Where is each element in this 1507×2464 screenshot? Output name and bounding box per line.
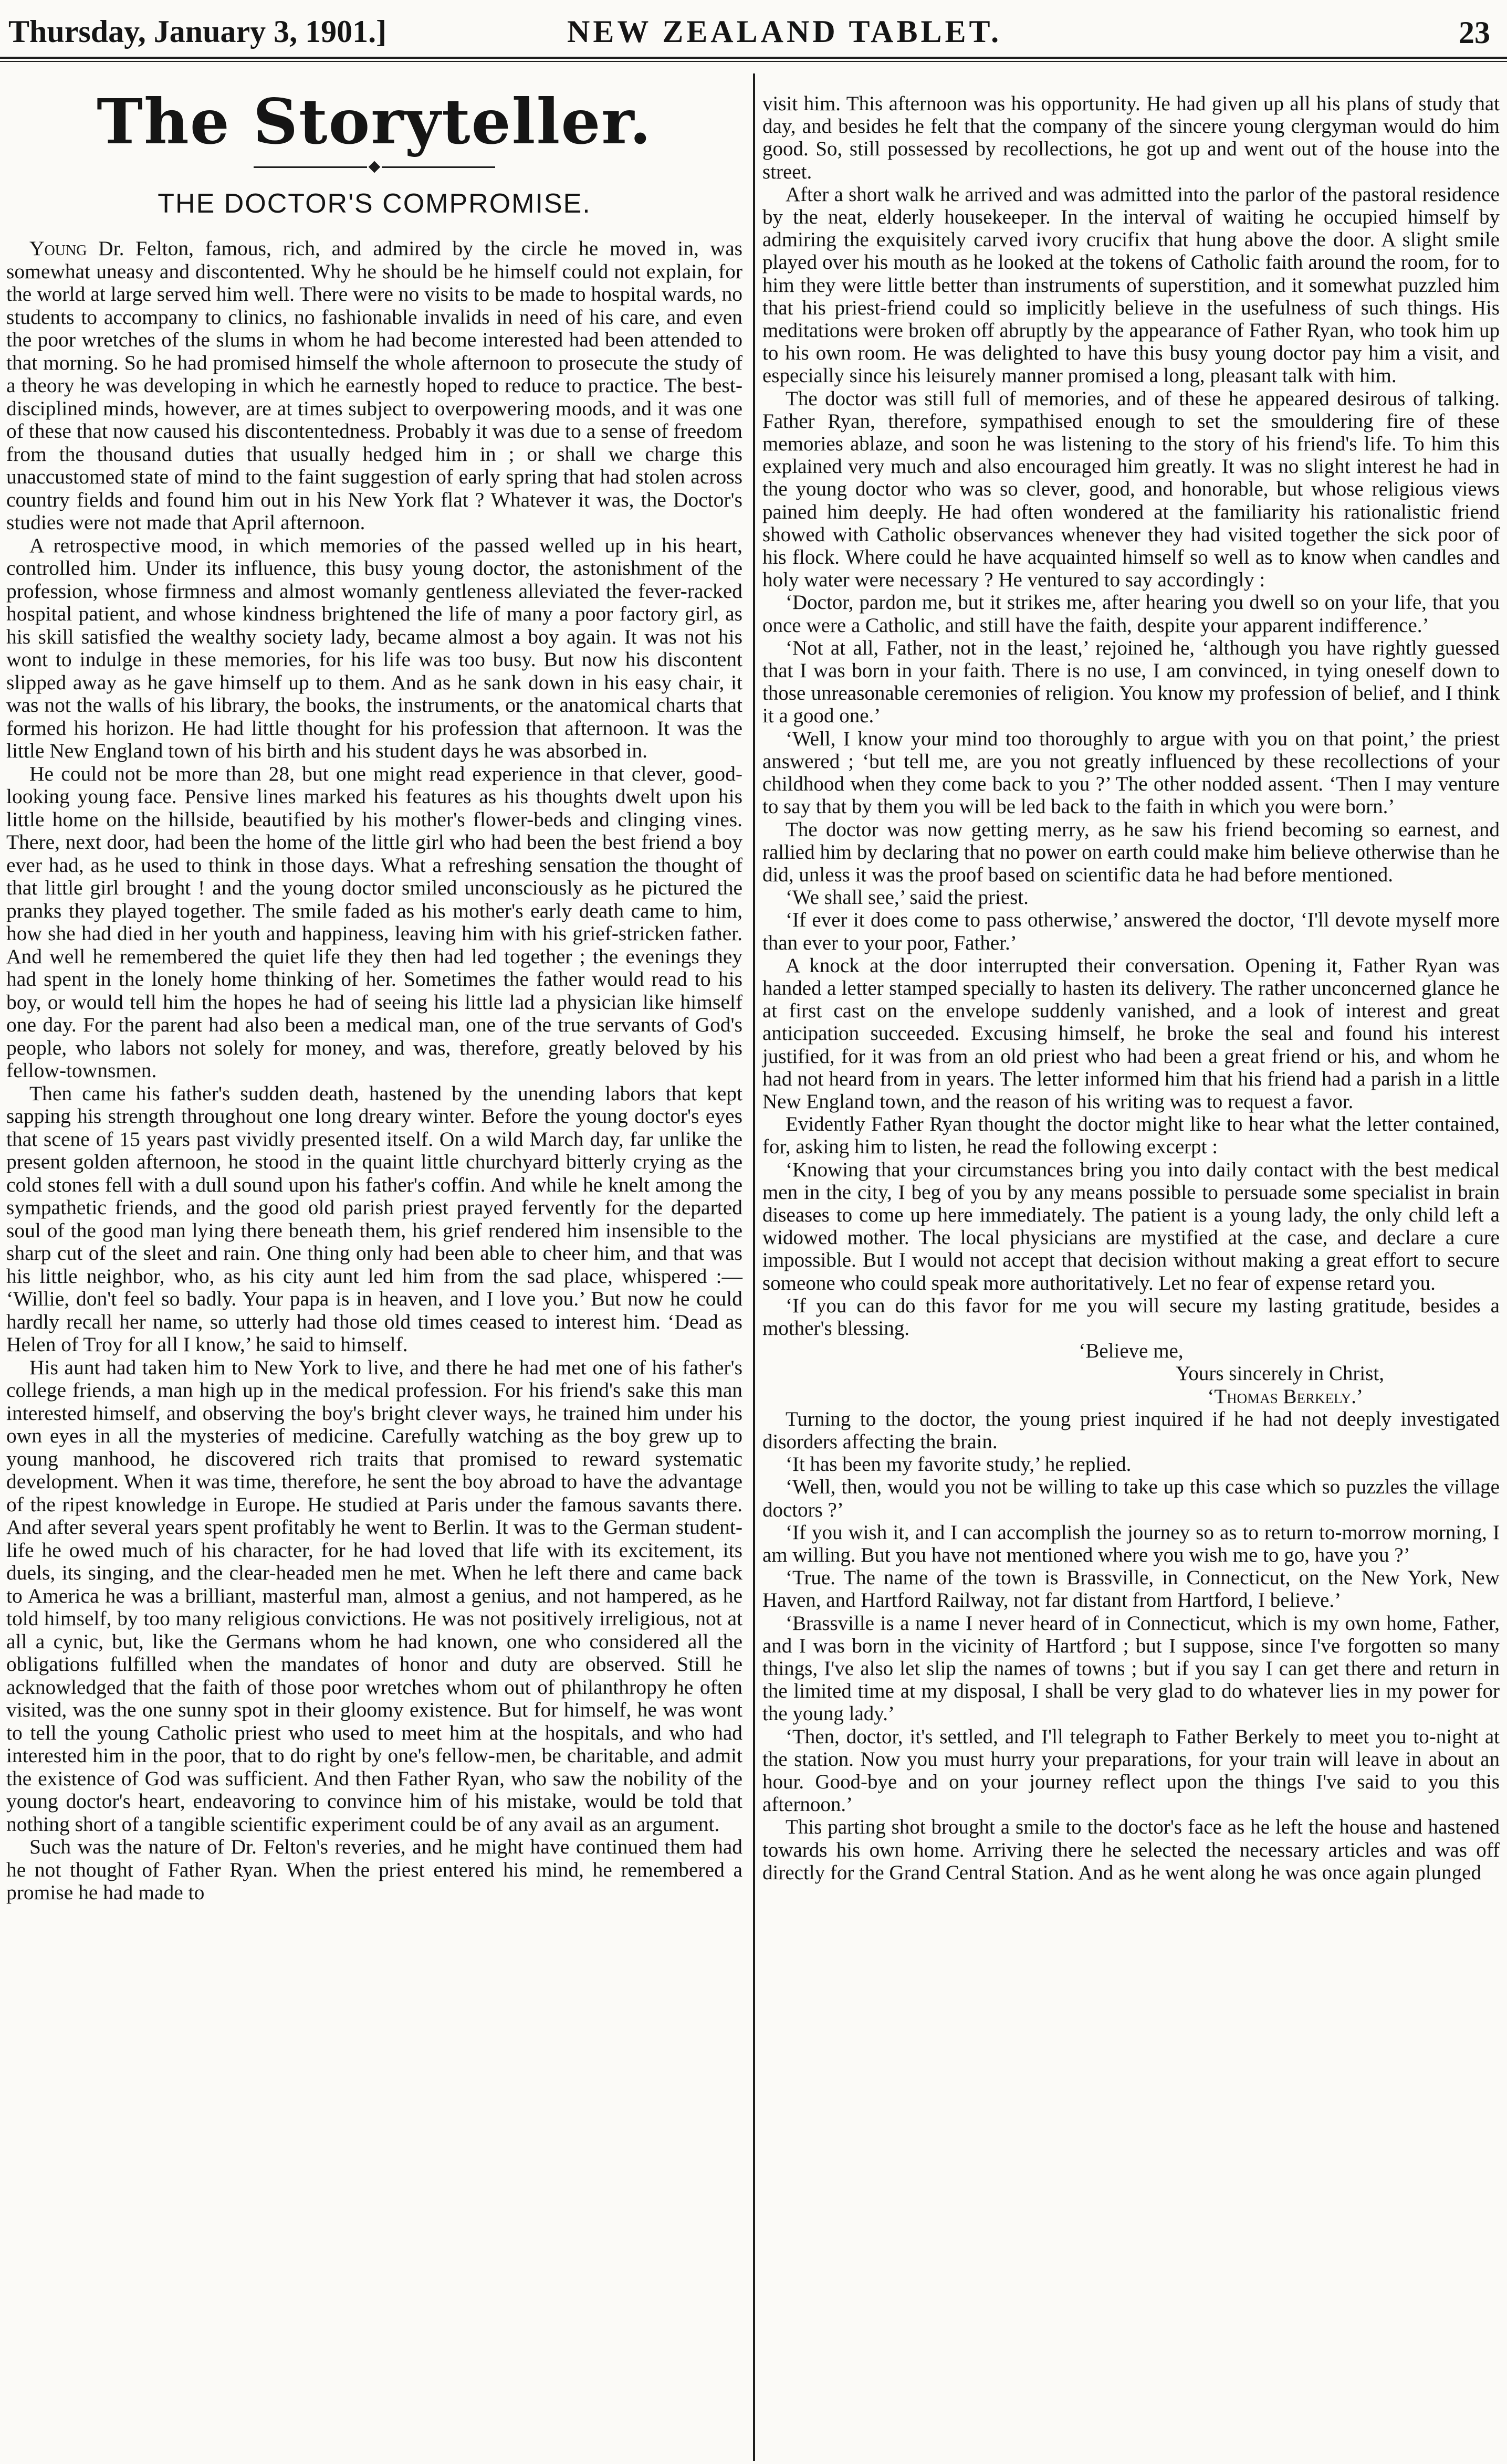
paragraph: A knock at the door interrupted their conversation. Opening it, Father Ryan was handed a letter stamped specially to hasten its delivery. The rather unconcerned glance he at first cast on the envelope suddenly vanished, and a look of interest and great anticipation succeeded. Excusing himself, he broke the seal and found his interest justified, for it was from an old priest who had been a great friend or his, and whom he had not heard from in years. The letter informed him that his friend had a parish in a little New England town, and the reason of his writing was to request a favor. <box>762 954 1500 1113</box>
ornament-divider <box>254 161 495 173</box>
paragraph-text: Dr. Felton, famous, rich, and admired by the circle he moved in, was somewhat uneasy and discontented. Why he should be he himself could not explain, for the world at large served him well. There were no visits to be made to hospital wards, no students to accompany to clinics, no fashionable invalids in need of his care, and even the poor wretches of the slums in whom he had become interested had been attended to that morning. So he had promised himself the whole afternoon to prosecute the study of a theory he was developing in which he earnestly hoped to reduce to practice. The best-disciplined minds, however, are at times subject to overpowering moods, and it was one of these that now caused his discontentedness. Probably it was due to a sense of freedom from the thousand duties that usually hedged him in ; or shall we charge this unaccustomed state of mind to the faint suggestion of early spring that had stolen across country fields and found him out in his New York flat ? Whatever it was, the Doctor's studies were not made that April afternoon. <box>6 237 742 534</box>
paragraph: ‘True. The name of the town is Brassville, in Connecticut, on the New York, New Haven, and Hartford Railway, not far distant from Hartford, I believe.’ <box>762 1566 1500 1612</box>
paragraph: ‘Doctor, pardon me, but it strikes me, after hearing you dwell so on your life, that you once were a Catholic, and still have the faith, despite your apparent indifference.’ <box>762 591 1500 637</box>
paragraph: ‘Then, doctor, it's settled, and I'll telegraph to Father Berkely to meet you to-night at the station. Now you must hurry your preparations, for your train will leave in about an hour. Good-bye and on your journey reflect upon the things I've said to you this afternoon.’ <box>762 1725 1500 1816</box>
letter-signature: ‘Thomas Berkely.’ <box>1207 1385 1363 1408</box>
paragraph: visit him. This afternoon was his opportunity. He had given up all his plans of study that day, and besides he felt that the company of the sincere young clergyman would do him good. So, still possessed by recollections, he got up and went out of the house into the street. <box>762 92 1500 183</box>
lead-word: Young <box>29 237 87 260</box>
right-column <box>762 92 1500 1884</box>
section-masthead: The Storyteller. <box>97 85 652 158</box>
letter-paragraph: ‘If you can do this favor for me you will secure my lasting gratitude, besides a mother's blessing. <box>762 1294 1500 1340</box>
paragraph: Evidently Father Ryan thought the doctor might like to hear what the letter contained, for, asking him to listen, he read the following excerpt : <box>762 1113 1500 1159</box>
paragraph: He could not be more than 28, but one might read experience in that clever, good-looking young face. Pensive lines marked his features as his thoughts dwelt upon his little home on the hillside, beautified by his mother's flower-beds and clinging vines. There, next door, had been the home of the little girl who had been the best friend a boy ever had, as he used to think in those days. What a refreshing sensation the thought of that little girl brought ! and the young doctor smiled unconsciously as he pictured the pranks they played together. The smile faded as his mother's early death came to him, how she had died in her youth and happiness, leaving him with his grief-stricken father. And well he remembered the quiet life they then had led together ; the evenings they had spent in the lonely home thinking of her. Sometimes the father would read to his boy, or would tell him the hopes he had of seeing his little lad a physician like himself one day. For the parent had also been a medical man, one of the true servants of God's people, who labors not solely for money, and was, therefore, greatly beloved by his fellow-townsmen. <box>6 762 742 1082</box>
paragraph: Such was the nature of Dr. Felton's reveries, and he might have continued them had he not thought of Father Ryan. When the priest entered his mind, he remembered a promise he had made to <box>6 1835 742 1904</box>
header-rule <box>0 57 1507 59</box>
paragraph: ‘Not at all, Father, not in the least,’ rejoined he, ‘although you have rightly guessed that I was born in your faith. There is no use, I am convinced, in tying oneself down to those unreasonable ceremonies of religion. You know my profession of belief, and I think it a good one.’ <box>762 636 1500 728</box>
issue-date: Thursday, January 3, 1901.] <box>8 14 387 49</box>
paragraph: The doctor was still full of memories, and of these he appeared desirous of talking. Father Ryan, therefore, sympathised enough to set the smouldering fire of these memories ablaze, and soon he was listening to the story of his friend's life. To him this explained very much and also encouraged him greatly. It was no slight interest he had in the young doctor who was so clever, good, and honorable, but whose religious views pained him deeply. He had often wondered at the familiarity his rationalistic friend showed with Catholic observances whenever they had visited together the sick poor of his flock. Where could he have acquainted himself so well as to know when candles and holy water were necessary ? He ventured to say accordingly : <box>762 387 1500 592</box>
paragraph <box>6 237 742 534</box>
paragraph: ‘If you wish it, and I can accomplish the journey so as to return to-morrow morning, I am willing. But you have not mentioned where you wish me to go, have you ?’ <box>762 1521 1500 1566</box>
paragraph: The doctor was now getting merry, as he saw his friend becoming so earnest, and rallied him by declaring that no power on earth could make him believe otherwise than he did, unless it was the proof based on scientific data he had before mentioned. <box>762 818 1500 886</box>
ornament-line-left <box>254 166 367 168</box>
page-header <box>0 9 1507 55</box>
paragraph: ‘It has been my favorite study,’ he replied. <box>786 1453 1132 1476</box>
paragraph: After a short walk he arrived and was admitted into the parlor of the pastoral residence by the neat, elderly housekeeper. In the interval of waiting he occupied himself by admiring the exquisitely carved ivory crucifix that hung above the door. A slight smile played over his mouth as he looked at the tokens of Catholic faith around the room, for to him they were little better than instruments of superstition, and it somewhat puzzled him that his priest-friend could so implicitly believe in the usefulness of such things. His meditations were broken off abruptly by the appearance of Father Ryan, who took him up to his own room. He was delighted to have this busy young doctor pay him a visit, and especially since his leisurely manner promised a long, pleasant talk with him. <box>762 183 1500 387</box>
ornament-diamond-icon <box>369 161 381 173</box>
page-number: 23 <box>1459 15 1490 50</box>
paragraph: His aunt had taken him to New York to live, and there he had met one of his father's college friends, a man high up in the medical profession. For his friend's sake this man interested himself, and observing the boy's bright clever ways, he trained him under his own eyes in all the mysteries of medicine. Carefully watching as the boy grew up to young manhood, he discovered rich traits that promised to reward systematic development. When it was time, therefore, he sent the boy abroad to have the advantage of the ripest knowledge in Europe. He studied at Paris under the famous savants there. And after several years spent profitably he went to Berlin. It was to the German student-life he owed much of his character, for he had loved that life with its excitement, its duels, its singing, and the clear-headed men he met. When he left there and came back to America he was a brilliant, masterful man, almost a genius, and not hampered, as he told himself, by too many religious convictions. He was not positively irreligious, not at all a cynic, but, like the Germans whom he had known, one who considered all the obligations fulfilled when the mandates of honor and duty are observed. Still he acknowledged that the faith of those poor wretches whom out of philanthropy he often visited, was the one sunny spot in their gloomy existence. But for himself, he was wont to tell the young Catholic priest who used to meet him at the hospitals, and who had interested him in the poor, that to do right by one's fellow-men, be charitable, and admit the existence of God was sufficient. And then Father Ryan, who saw the nobility of the young doctor's heart, endeavoring to convince him of his mistake, would be told that nothing short of a tangible scientific experiment could be of any avail as an argument. <box>6 1355 742 1836</box>
paragraph: ‘Brassville is a name I never heard of in Connecticut, which is my own home, Father, and I was born in the vicinity of Hartford ; but I suppose, since I've forgotten so many things, I've also let slip the names of towns ; but if you say I can get there and return in the limited time at my disposal, I shall be very glad to do whatever lies in my power for the young lady.’ <box>762 1612 1500 1725</box>
story-title: THE DOCTOR'S COMPROMISE. <box>158 188 591 219</box>
header-rule-thin <box>0 61 1507 62</box>
paragraph: Then came his father's sudden death, hastened by the unending labors that kept sapping his strength throughout one long dreary winter. Before the young doctor's eyes that scene of 15 years past vividly presented itself. On a wild March day, far unlike the present golden afternoon, he stood in the quaint little churchyard bitterly crying as the cold stones fell with a dull sound upon his father's coffin. And while he knelt among the sympathetic friends, and the good old parish priest prayed fervently for the departed soul of the good man lying there beneath them, his grief rendered him insensible to the sharp cut of the sleet and rain. One thing only had been able to cheer him, and that was his little neighbor, who, as his city aunt led him from the sad place, whispered :— ‘Willie, don't feel so badly. Your papa is in heaven, and I love you.’ But now he could hardly recall her name, so utterly had those old times ceased to interest him. ‘Dead as Helen of Troy for all I know,’ he said to himself. <box>6 1081 742 1356</box>
paragraph: ‘We shall see,’ said the priest. <box>786 886 1029 909</box>
paragraph: Turning to the doctor, the young priest inquired if he had not deeply investigated disorders affecting the brain. <box>762 1407 1500 1453</box>
ornament-line-right <box>382 166 495 168</box>
left-column <box>6 79 742 1904</box>
paragraph: ‘If ever it does come to pass otherwise,’ answered the doctor, ‘I'll devote myself more than ever to your poor, Father.’ <box>762 909 1500 954</box>
column-divider <box>753 73 755 2461</box>
paragraph: ‘Well, I know your mind too thoroughly to argue with you on that point,’ the priest answered ; ‘but tell me, are you not greatly influenced by these recollections of your childhood when they come back to you ?’ The other nodded assent. ‘Then I may venture to say that by them you will be led back to the faith in which you were born.’ <box>762 727 1500 818</box>
letter-valediction: Yours sincerely in Christ, <box>1176 1362 1384 1385</box>
paragraph: ‘Well, then, would you not be willing to take up this case which so puzzles the village doctors ?’ <box>762 1476 1500 1521</box>
publication-title: NEW ZEALAND TABLET. <box>567 14 1002 49</box>
paragraph: This parting shot brought a smile to the doctor's face as he left the house and hastened towards his own home. Arriving there he selected the necessary articles and was off directly for the Grand Central Station. And as he went along he was once again plunged <box>762 1816 1500 1884</box>
letter-closing: ‘Believe me, <box>1079 1340 1184 1363</box>
letter-paragraph: ‘Knowing that your circumstances bring you into daily contact with the best medical men in the city, I beg of you by any means possible to persuade some specialist in brain diseases to come up here immediately. The patient is a young lady, the only child left a widowed mother. The local physicians are mystified at the case, and declare a cure impossible. But I would not accept that decision without making a great effort to secure someone who could speak more authoritatively. Let no fear of expense retard you. <box>762 1158 1500 1294</box>
paragraph: A retrospective mood, in which memories of the passed welled up in his heart, controlled him. Under its influence, this busy young doctor, the astonishment of the profession, whose firmness and almost womanly gentleness alleviated the fever-racked hospital patient, and whose kindness brightened the life of many a poor factory girl, as his skill satisfied the wealthy society lady, became almost a boy again. It was not his wont to indulge in these memories, for his life was too busy. But now his discontent slipped away as he gave himself up to them. And as he sank down in his easy chair, it was not the walls of his library, the books, the instruments, or the anatomical charts that formed his horizon. He had little thought for his profession that afternoon. It was the little New England town of his birth and his student days he was absorbed in. <box>6 533 742 762</box>
